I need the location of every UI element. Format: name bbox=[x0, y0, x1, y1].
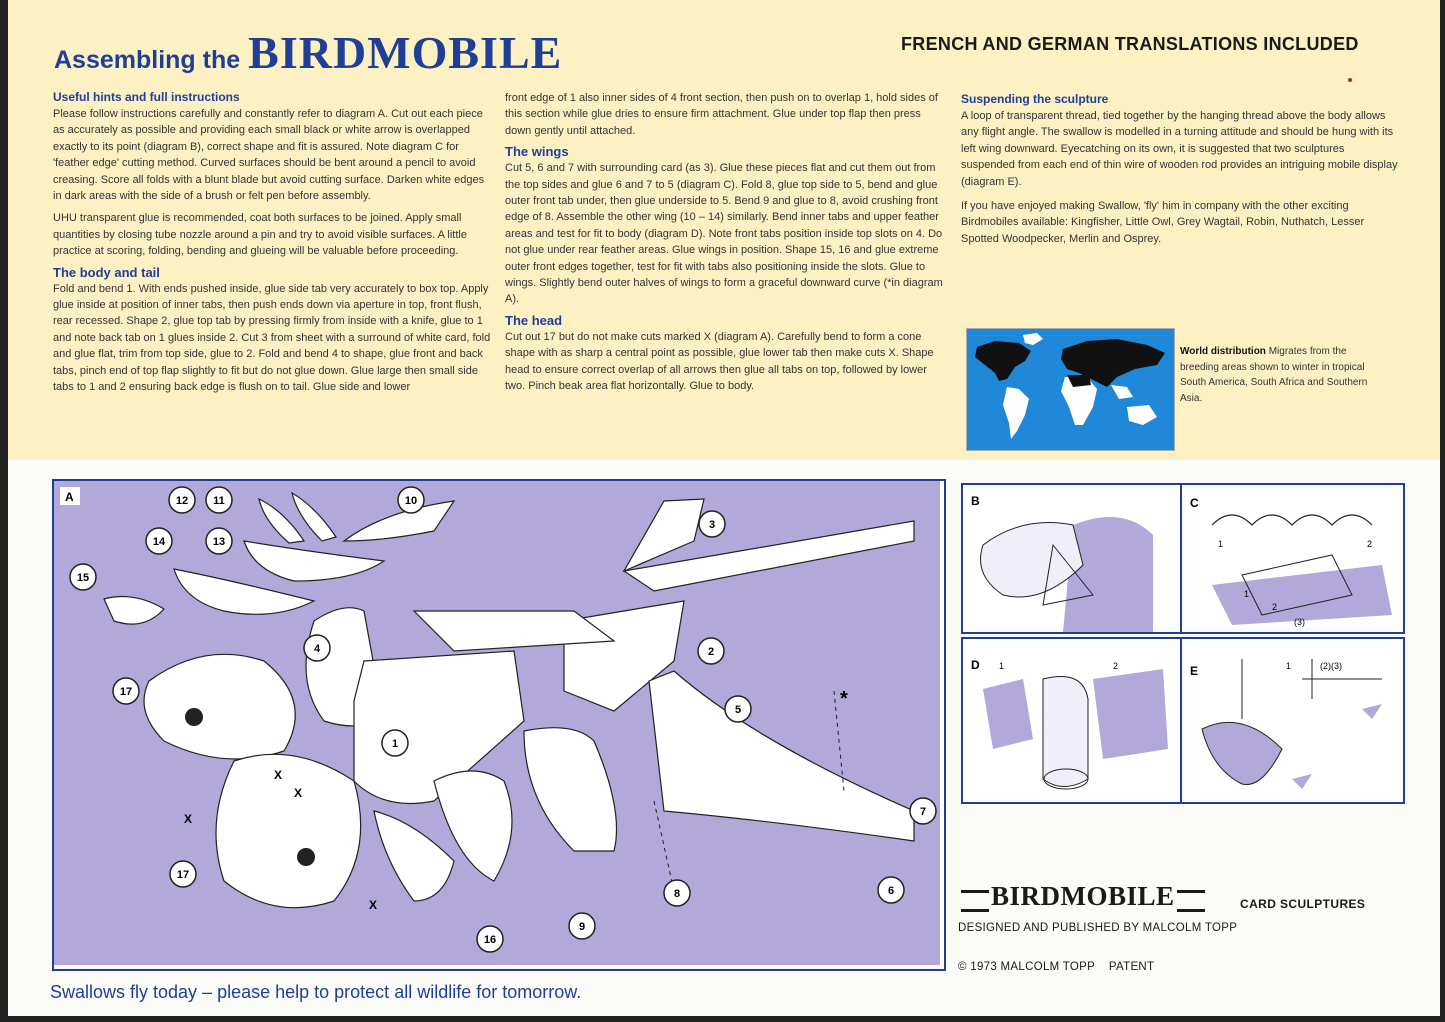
part-17-callout-label: 17 bbox=[176, 869, 190, 881]
diagram-d bbox=[961, 637, 1182, 804]
part-7-callout-label: 7 bbox=[919, 806, 927, 818]
world-distribution-text: Migrates from the breeding areas shown to winter in tropical South America, South Africa and Southern Asia. bbox=[1180, 346, 1368, 404]
diagram-d-wing-right bbox=[1093, 669, 1168, 759]
diagram-a bbox=[52, 479, 946, 971]
world-map-graphic bbox=[967, 329, 1174, 450]
diagram-b bbox=[961, 483, 1182, 634]
part-4-callout-label: 4 bbox=[313, 643, 321, 655]
part-1-callout-label: 1 bbox=[391, 738, 399, 750]
part-8-callout-label: 8 bbox=[673, 888, 681, 900]
diagram-e-mark-1: 1 bbox=[1286, 661, 1292, 671]
diagram-d-mark-1: 1 bbox=[999, 661, 1005, 671]
suspend-text: A loop of transparent thread, tied together by the hanging thread above the body allows any flight angle. The swallow is modelled in a turning attitude and should be hung with its left wing downward. Eyecatching on its own, it is suggested that two sculptures suspended from each end of thin wire of wooden rod provides an intriguing mobile display (diagram E). bbox=[961, 110, 1398, 188]
part-12-callout-label: 12 bbox=[175, 495, 189, 507]
body-continued: front edge of 1 also inner sides of 4 front section, then push on to overlap 1, hold sides of this section while glue dries to ensure firm attachment. Glue under top flap then press down gently until attached. bbox=[505, 92, 938, 137]
part-6-callout-label: 6 bbox=[887, 885, 895, 897]
brand-logo-row bbox=[961, 881, 1205, 912]
diagram-d-mark-2: 2 bbox=[1113, 661, 1119, 671]
part-15-callout-label: 15 bbox=[76, 572, 90, 584]
hints-heading: Useful hints and full instructions bbox=[53, 90, 240, 104]
column-1 bbox=[53, 89, 491, 396]
head-text: Cut out 17 but do not make cuts marked X (diagram A). Carefully bend to form a cone shape with as sharp a central point as possible, glue lower tab then make cuts X. Shape head to ensure correct overlap of all arrows then glue all tabs on top, followed by lower two. Pinch beak area flat horizontally. Glue to body. bbox=[505, 330, 934, 393]
diagram-e-svg bbox=[1182, 639, 1403, 802]
part-17-callout-label: 17 bbox=[119, 686, 133, 698]
greenland-shape bbox=[1023, 333, 1043, 345]
enjoy-text: If you have enjoyed making Swallow, 'fly' him in company with the other exciting Birdmobiles available: Kingfisher, Little Owl, Grey Wagtail, Robin, Nuthatch, Lesser Spotted Woodpecker, Merlin and Osprey. bbox=[961, 200, 1365, 245]
cut-mark-x: X bbox=[369, 898, 378, 912]
curve-mark-asterisk: * bbox=[840, 688, 848, 710]
part-17-head-lower bbox=[216, 754, 361, 907]
diagram-a-label: A bbox=[65, 490, 74, 504]
logo-lines-right bbox=[1177, 890, 1205, 912]
diagram-c-svg bbox=[1182, 485, 1403, 632]
diagram-c-mark-3: 1 bbox=[1244, 589, 1250, 599]
title-main: BIRDMOBILE bbox=[248, 27, 563, 78]
part-11-callout-label: 11 bbox=[213, 495, 225, 507]
diagram-e-background bbox=[1182, 639, 1403, 802]
diagram-c-label: C bbox=[1190, 496, 1199, 510]
suspend-heading: Suspending the sculpture bbox=[961, 92, 1109, 106]
title-prefix: Assembling the bbox=[54, 46, 241, 74]
part-10-callout-label: 10 bbox=[404, 495, 418, 507]
diagram-b-svg bbox=[963, 485, 1180, 632]
designed-by: DESIGNED AND PUBLISHED BY MALCOLM TOPP bbox=[958, 922, 1238, 934]
column-2 bbox=[505, 90, 947, 395]
wings-heading: The wings bbox=[505, 144, 569, 160]
diagram-d-label: D bbox=[971, 658, 980, 672]
part-9-callout-label: 9 bbox=[578, 921, 586, 933]
hints-paragraph-2: UHU transparent glue is recommended, coat both surfaces to be joined. Apply small quantities by closing tube nozzle around a pin and try to avoid visible surfaces. A little practice at scoring, folding, bending and glueing will be valuable before proceeding. bbox=[53, 212, 467, 258]
print-speck bbox=[1348, 78, 1352, 82]
part-5-callout-label: 5 bbox=[734, 704, 742, 716]
part-2-callout-label: 2 bbox=[707, 646, 715, 658]
world-distribution-map bbox=[966, 328, 1175, 451]
logo-lines-left bbox=[961, 890, 989, 912]
footer-slogan: Swallows fly today – please help to protect all wildlife for tomorrow. bbox=[50, 982, 582, 1002]
south-america-shape bbox=[1003, 387, 1029, 439]
head-heading: The head bbox=[505, 312, 563, 328]
copyright: © 1973 MALCOLM TOPP PATENT bbox=[958, 961, 1155, 973]
diagram-c-mark-4: 2 bbox=[1272, 602, 1278, 612]
part-3-callout-label: 3 bbox=[708, 519, 716, 531]
cut-mark-x: X bbox=[184, 812, 193, 826]
column-3 bbox=[961, 91, 1401, 247]
part-16-callout-label: 16 bbox=[483, 934, 497, 946]
body-text: Fold and bend 1. With ends pushed inside, glue side tab very accurately to box top. Apply glue inside at position of inner tabs, then push ends down via aperture in top, front flush, rear recessed. Shape 2, glue top tab by pressing firmly from inside with a knife, glue to 1 and note back tab on 1 glues inside 2. Cut 3 from sheet with a surround of white card, fold and glue flat, trim from top side, glue to 2. Fold and bend 4 to shape, glue front and back tabs, pinch end of top flap slightly to fit but do not glue down. Glue large then small side tabs to 1 and 2 ensuring back edge is flush on to tail. Glue side and lower bbox=[53, 282, 491, 394]
world-distribution-label: World distribution bbox=[1180, 346, 1266, 357]
world-distribution-caption bbox=[1180, 344, 1370, 406]
cut-mark-x: X bbox=[294, 786, 303, 800]
eye-upper bbox=[185, 708, 203, 726]
cut-mark-x: X bbox=[274, 768, 283, 782]
instruction-sheet bbox=[8, 0, 1440, 1016]
part-14-callout-label: 14 bbox=[152, 536, 166, 548]
card-sculptures-label: CARD SCULPTURES bbox=[1240, 897, 1366, 911]
hints-paragraph-1: Please follow instructions carefully and constantly refer to diagram A. Cut out each piece as accurately as possible and providing each small black or white arrow is overlapped exactly to its point (diagram B), correct shape and fit is assured. Note diagram C for 'feather edge' cutting method. Curved surfaces should be bent around a pencil to avoid creasing. Score all folds with a blunt blade but avoid cutting surface. Darken white edges in dark areas with the side of a brush or felt pen before assembly. bbox=[53, 108, 485, 203]
body-heading: The body and tail bbox=[53, 264, 160, 280]
brand-logo: BIRDMOBILE bbox=[991, 881, 1175, 911]
part-13-callout-label: 13 bbox=[212, 536, 226, 548]
north-america-shape bbox=[975, 341, 1031, 381]
eye-lower bbox=[297, 848, 315, 866]
diagram-e-mark-2: (2)(3) bbox=[1320, 661, 1342, 671]
diagram-e bbox=[1180, 637, 1405, 804]
diagram-c-mark-2: 2 bbox=[1367, 539, 1373, 549]
diagram-c-mark-5: (3) bbox=[1294, 617, 1305, 627]
south-asia-shape bbox=[1111, 385, 1133, 399]
wings-text: Cut 5, 6 and 7 with surrounding card (as 3). Glue these pieces flat and cut them out from the top sides and glue 6 and 7 to 5 (diagram C). Fold 8, glue top side to 5, bend and glue outer front tab under, then glue underside to 5. Bend 9 and glue to 8, avoid crushing front edge of 8. Assemble the other wing (10 – 14) similarly. Bend inner tabs and upper feather areas and test for fit to body (diagram D). Note front tabs position inside top slots on 4. Do not glue under rear feather areas. Glue wings in position. Shape 15, 16 and glue extreme outer front edges together, test for fit with tabs also positioning inside the slots. Glue to wings. Slightly bend outer halves of wings to form a graceful downward curve (*in diagram A). bbox=[505, 162, 943, 306]
australia-shape bbox=[1127, 405, 1157, 425]
diagram-a-svg bbox=[54, 481, 940, 965]
diagram-d-body bbox=[1043, 677, 1088, 787]
diagram-b-label: B bbox=[971, 494, 980, 508]
diagram-c-mark-1: 1 bbox=[1218, 539, 1224, 549]
diagram-d-svg bbox=[963, 639, 1180, 802]
diagram-e-label: E bbox=[1190, 664, 1199, 678]
translations-note: FRENCH AND GERMAN TRANSLATIONS INCLUDED bbox=[901, 34, 1359, 54]
diagram-c bbox=[1180, 483, 1405, 634]
page-title bbox=[54, 26, 562, 79]
